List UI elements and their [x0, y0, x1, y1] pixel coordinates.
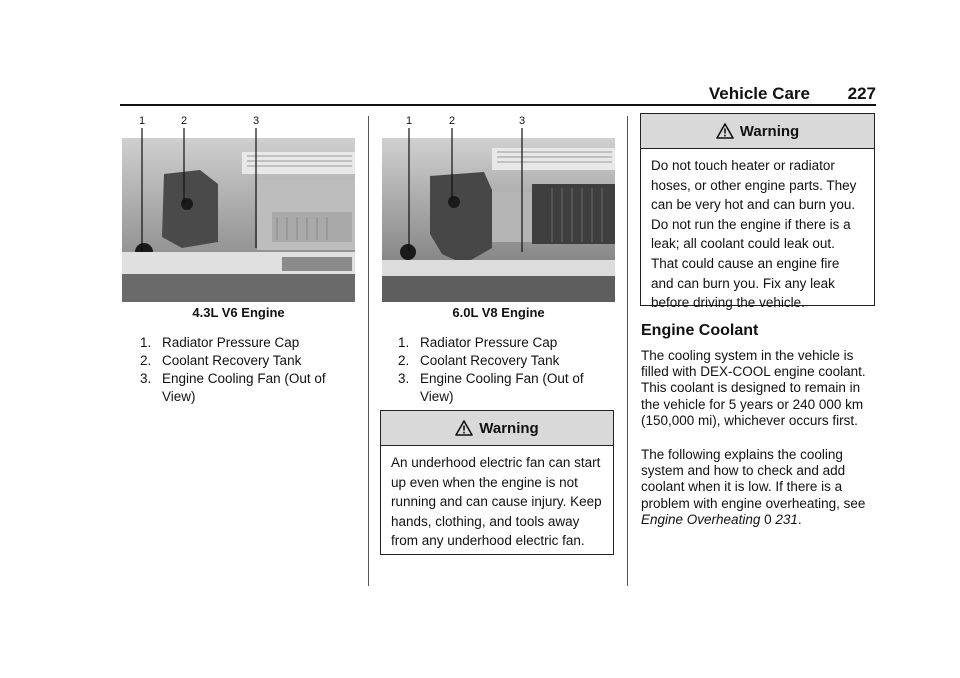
- page-ref-number[interactable]: 231: [775, 511, 798, 527]
- paragraph-cooling-system: The following explains the cooling system and how to check and add coolant when it is low. If there is a problem with engine overheating, see Engine Overheating 0 231.: [641, 447, 866, 527]
- warning-title: Warning: [479, 419, 539, 437]
- figure-caption-v6: 4.3L V6 Engine: [192, 305, 285, 320]
- header-rule: [120, 104, 876, 106]
- legend-item: 1. Radiator Pressure Cap: [140, 335, 300, 350]
- warning-header: [381, 411, 613, 446]
- page-ref-arrow: 0: [764, 511, 772, 527]
- legend-v8: [398, 334, 603, 406]
- warning-title: Warning: [739, 122, 800, 140]
- legend-item: 3. Engine Cooling Fan (Out of View): [140, 371, 326, 404]
- figure-v8-engine: [382, 112, 615, 302]
- legend-item: 3. Engine Cooling Fan (Out of View): [398, 371, 584, 404]
- page-number: 227: [847, 84, 876, 103]
- callout-3: 3: [253, 115, 260, 127]
- column-divider-left: [368, 116, 369, 586]
- warning-text: An underhood electric fan can start up even when the engine is not running and can cause injury. Keep hands, clothing, and tools away from any underhood electric fan.: [391, 455, 602, 549]
- warning-box-fan: [380, 410, 614, 555]
- callout-2: 2: [181, 115, 188, 127]
- paragraph-coolant-intro: The cooling system in the vehicle is filled with DEX-COOL engine coolant. This coolant is designed to remain in the vehicle for 5 years or 240 000 km (150,000 mi), whichever occurs first.: [641, 348, 866, 428]
- callout-1: 1: [139, 115, 146, 127]
- legend-item: 2. Coolant Recovery Tank: [398, 353, 560, 368]
- page-header: [120, 84, 876, 104]
- section-heading-engine-coolant: Engine Coolant: [641, 322, 759, 339]
- warning-text: Do not touch heater or radiator hoses, or other engine parts. They can be very hot and can burn you. Do not run the engine if there is a leak; all coolant could leak out. That could cause an engine fire and can burn you. Fix any leak before driving the vehicle.: [651, 158, 857, 311]
- callout-1: 1: [406, 115, 413, 127]
- legend-v6: [140, 334, 340, 406]
- v6-engine-photo: [122, 112, 355, 302]
- warning-triangle-icon: [716, 123, 734, 139]
- legend-item: 2. Coolant Recovery Tank: [140, 353, 302, 368]
- figure-caption-v8: 6.0L V8 Engine: [452, 305, 545, 320]
- legend-item: 1. Radiator Pressure Cap: [398, 335, 558, 350]
- warning-triangle-icon: [455, 420, 473, 436]
- column-divider-right: [627, 116, 628, 586]
- callout-3: 3: [519, 115, 526, 127]
- warning-box-hot-parts: [640, 113, 875, 311]
- cross-reference-link[interactable]: Engine Overheating: [641, 511, 761, 527]
- v8-engine-photo: [382, 112, 615, 302]
- warning-header: [641, 114, 874, 149]
- section-title: Vehicle Care: [708, 84, 810, 103]
- figure-v6-engine: [122, 112, 355, 302]
- callout-2: 2: [449, 115, 456, 127]
